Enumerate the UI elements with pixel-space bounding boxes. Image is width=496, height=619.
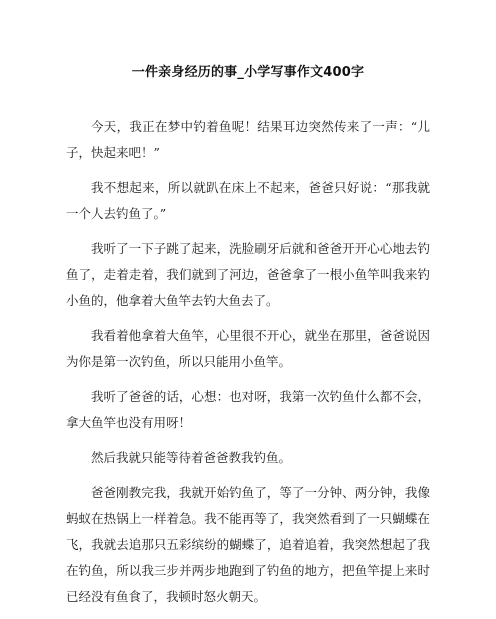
paragraph-5: 我听了爸爸的话，心想：也对呀，我第一次钓鱼什么都不会，拿大鱼竿也没有用呀！ [66,389,430,430]
page-title: 一件亲身经历的事_小学写事作文400字 [131,65,365,80]
paragraph-4: 我看着他拿着大鱼竿，心里很不开心，就坐在那里，爸爸说因为你是第一次钓鱼，所以只能用小鱼竿。 [66,328,430,369]
paragraph-6: 然后我就只能等待着爸爸教我钓鱼。 [91,450,292,465]
paragraph-7: 爸爸刚教完我，我就开始钓鱼了，等了一分钟、两分钟，我像蚂蚁在热锅上一样着急。我不能再等了，我突然看到了一只蝴蝶在飞，我就去追那只五彩缤纷的蝴蝶了，追着追着，我突然想起了我在钓鱼，所以我三步并两步地跑到了钓鱼的地方，把鱼竿提上来时已经没有鱼食了，我顿时怒火朝天。 [66,485,430,604]
paragraph-2: 我不想起来，所以就趴在床上不起来，爸爸只好说：“那我就一个人去钓鱼了。” [66,180,430,221]
article-body [66,114,430,619]
paragraph-1: 今天，我正在梦中钓着鱼呢！结果耳边突然传来了一声：“儿子，快起来吧！” [66,119,430,160]
paragraph-3: 我听了一下子跳了起来，洗脸刷牙后就和爸爸开开心心地去钓鱼了，走着走着，我们就到了河边，爸爸拿了一根小鱼竿叫我来钓小鱼的，他拿着大鱼竿去钓大鱼去了。 [66,241,430,308]
